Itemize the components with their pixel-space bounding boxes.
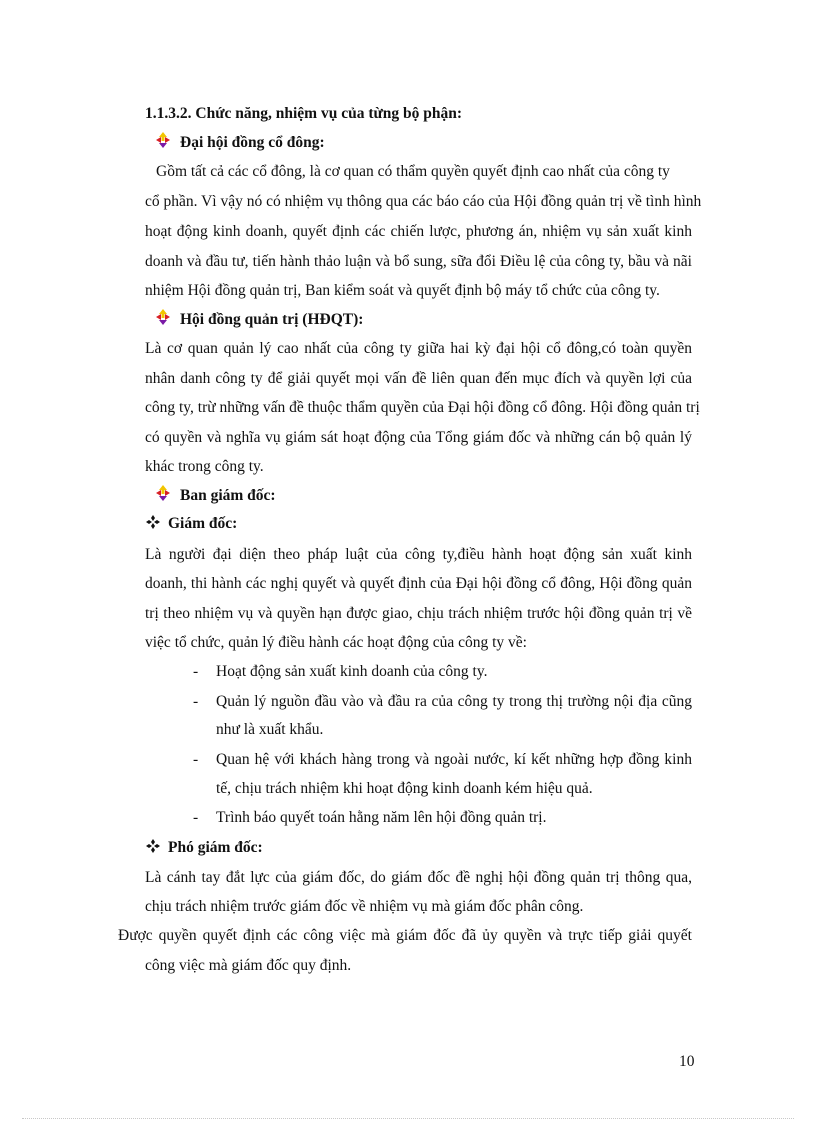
hdqt-line-3: công ty, trừ những vấn đề thuộc thẩm quyền của Đại hội đồng cổ đông. Hội đồng quản trị (145, 399, 700, 416)
gd-line-4: việc tổ chức, quản lý điều hành các hoạt động của công ty về: (145, 634, 527, 651)
gd-line-3: trị theo nhiệm vụ và quyền hạn được giao, chịu trách nhiệm trước hội đồng quản trị về (145, 605, 692, 622)
gd-line-2: doanh, thi hành các nghị quyết và quyết định của Đại hội đồng cổ đông, Hội đồng quản (145, 575, 692, 592)
bullet-dash: - (193, 809, 199, 826)
hdqt-line-2: nhân danh công ty để giải quyết mọi vấn đề liên quan đến mục đích và quyền lợi của (145, 370, 692, 387)
four-way-arrow-icon (156, 309, 170, 325)
dhdcd-line-1: Gồm tất cả các cổ đông, là cơ quan có thẩm quyền quyết định cao nhất của công ty (156, 163, 670, 180)
gd-bullet-2a: Quản lý nguồn đầu vào và đầu ra của công ty trong thị trường nội địa cũng (216, 693, 692, 710)
bullet-dash: - (193, 663, 199, 680)
page-bottom-divider (22, 1118, 794, 1119)
dhdcd-line-3: hoạt động kinh doanh, quyết định các chiến lược, phương án, nhiệm vụ sản xuất kinh (145, 223, 692, 240)
gd-line-1: Là người đại diện theo pháp luật của công ty,điều hành hoạt động sản xuất kinh (145, 546, 692, 563)
hdqt-title: Hội đồng quản trị (HĐQT): (180, 311, 364, 328)
gd-bullet-4: Trình báo quyết toán hằng năm lên hội đồng quản trị. (216, 809, 547, 826)
pgd-line-1: Là cánh tay đắt lực của giám đốc, do giám đốc đề nghị hội đồng quản trị thông qua, (145, 869, 692, 886)
pgd-line-2: chịu trách nhiệm trước giám đốc về nhiệm vụ mà giám đốc phân công. (145, 898, 584, 915)
bgd-title: Ban giám đốc: (180, 487, 276, 504)
four-diamond-icon (146, 515, 160, 529)
page-number: 10 (679, 1053, 695, 1070)
pgd-line-3: Được quyền quyết định các công việc mà giám đốc đã ủy quyền và trực tiếp giải quyết (118, 927, 692, 944)
gd-bullet-1: Hoạt động sản xuất kinh doanh của công ty. (216, 663, 488, 680)
dhdcd-line-2: cổ phần. Vì vậy nó có nhiệm vụ thông qua các báo cáo của Hội đồng quản trị về tình hình (145, 193, 702, 210)
hdqt-line-4: có quyền và nghĩa vụ giám sát hoạt động của Tổng giám đốc và những cán bộ quản lý (145, 429, 692, 446)
gd-title: Giám đốc: (168, 515, 238, 532)
hdqt-line-5: khác trong công ty. (145, 458, 264, 475)
dhdcd-line-4: doanh và đầu tư, tiến hành thảo luận và bổ sung, sữa đổi Điều lệ của công ty, bầu và nãi (145, 253, 692, 270)
gd-bullet-3a: Quan hệ với khách hàng trong và ngoài nước, kí kết những hợp đồng kinh (216, 751, 692, 768)
four-diamond-icon (146, 839, 160, 853)
gd-bullet-3b: tế, chịu trách nhiệm khi hoạt động kinh doanh kém hiệu quả. (216, 780, 593, 797)
four-way-arrow-icon (156, 132, 170, 148)
dhdcd-title: Đại hội đồng cổ đông: (180, 134, 325, 151)
section-heading: 1.1.3.2. Chức năng, nhiệm vụ của từng bộ phận: (145, 105, 463, 122)
four-way-arrow-icon (156, 485, 170, 501)
pgd-title: Phó giám đốc: (168, 839, 263, 856)
dhdcd-line-5: nhiệm Hội đồng quản trị, Ban kiểm soát và quyết định bộ máy tổ chức của công ty. (145, 282, 660, 299)
bullet-dash: - (193, 751, 199, 768)
pgd-line-4: công việc mà giám đốc quy định. (145, 957, 352, 974)
bullet-dash: - (193, 693, 199, 710)
hdqt-line-1: Là cơ quan quản lý cao nhất của công ty giữa hai kỳ đại hội cổ đông,có toàn quyền (145, 340, 692, 357)
gd-bullet-2b: như là xuất khẩu. (216, 721, 324, 738)
